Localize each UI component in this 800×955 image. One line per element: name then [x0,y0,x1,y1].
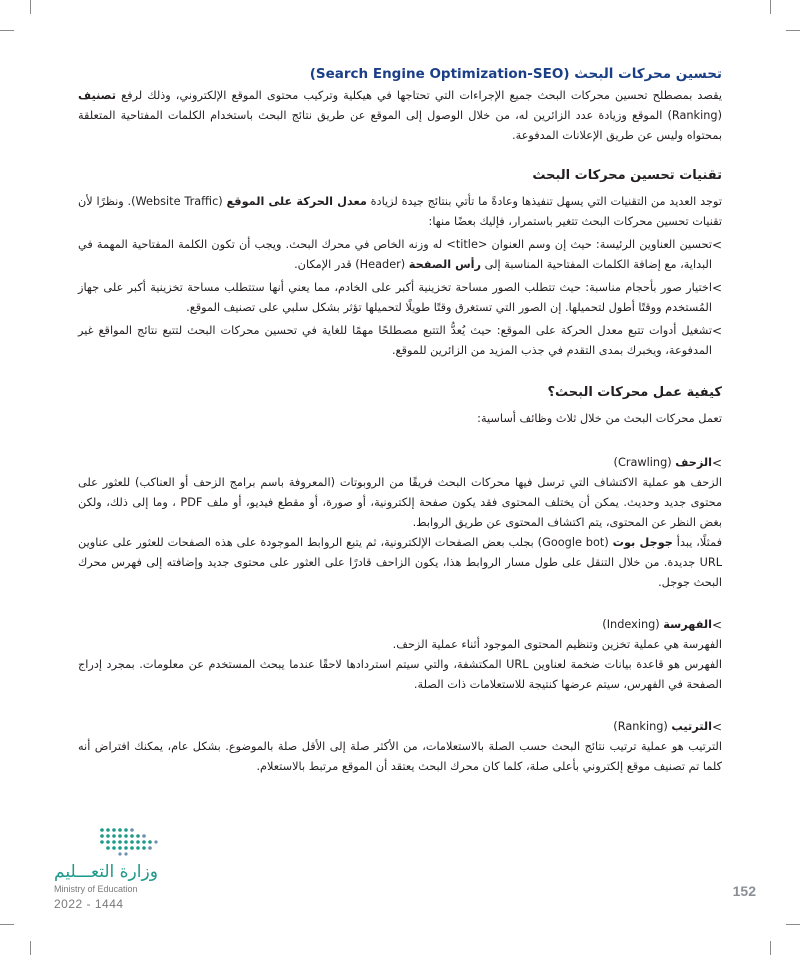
ranking-paragraph: الترتيب هو عملية ترتيب نتائج البحث حسب الصلة بالاستعلامات، من الأكثر صلة إلى الأقل صلة بالموضوع. بشكل عام، يمكنك افتراض أنه كلما تم تصنيف موقع إلكتروني بأعلى صلة، كلما كان محرك البحث يعتقد أن الموقع مرتبط بالاستعلام. [78,740,722,773]
logo-english-text: Ministry of Education [54,884,138,894]
bullet-marker: > [711,618,722,632]
logo-arabic-text: وزارة التعـــليم [54,862,158,882]
logo-dots-icon [98,826,158,856]
intro-paragraph: يقصد بمصطلح تحسين محركات البحث جميع الإجراءات التي تحتاجها في هيكلية وتركيب محتوى الموقع الإلكتروني، وذلك لرفع تصنيف (Ranking) الموقع وزيادة عدد الزائرين له، من خلال الوصول إلى الموقع عن طريق نتائج البحث باستخدام الكلمات المفتاحية المتعلقة بمحتواه وليس عن طريق الإعلانات المدفوعة. [78,89,722,142]
page-content [78,64,722,777]
indexing-heading: > الفهرسة (Indexing) [78,615,722,635]
crop-mark [786,924,800,925]
page-title: تحسين محركات البحث (Search Engine Optimization-SEO) [309,66,722,82]
techniques-heading: تقنيات تحسين محركات البحث [532,168,722,183]
logo-year: 2022 - 1444 [54,897,124,911]
techniques-paragraph: توجد العديد من التقنيات التي يسهل تنفيذها وعادةً ما تأتي بنتائج جيدة لزيادة معدل الحركة على الموقع (Website Traffic). ونظرًا لأن تقنيات تحسين محركات البحث تتغير باستمرار، فإليك بعضًا منها: [78,195,722,228]
bullet-item: > تشغيل أدوات تتبع معدل الحركة على الموقع: حيث يُعدُّ التتبع مصطلحًا مهمًا للغاية في تحسين محركات البحث لتتبع نتائج المواقع غير المدفوعة، ويخبرك بمدى التقدم في جذب المزيد من الزائرين للموقع. [78,321,722,361]
bullet-marker: > [711,324,722,338]
bullet-item: > اختيار صور بأحجام مناسبة: حيث تتطلب الصور مساحة تخزينية أكبر على الخادم، مما يعني أنها ستتطلب مساحة تخزينية أكبر على جهاز المُستخدم ووقتًا أطول لتحميلها. إن الصور التي تستغرق وقتًا طويلًا لتحميلها تؤثر بشكل سلبي على تصنيف الموقع. [78,278,722,318]
bullet-marker: > [711,238,722,252]
bullet-item: > تحسين العناوين الرئيسة: حيث إن وسم العنوان <title> له وزنه الخاص في محرك البحث. ويجب أن تكون الكلمة المفتاحية المهمة في البداية، مع إضافة الكلمات المفتاحية المناسبة إلى رأس الصفحة (Header) قدر الإمكان. [78,235,722,275]
how-paragraph: تعمل محركات البحث من خلال ثلاث وظائف أساسية: [477,412,722,425]
how-heading: كيفية عمل محركات البحث؟ [547,385,722,400]
ranking-heading: > الترتيب (Ranking) [78,717,722,737]
crawling-heading: > الزحف (Crawling) [78,453,722,473]
crop-mark [30,0,31,14]
bullet-marker: > [711,281,722,295]
crop-mark [0,924,14,925]
indexing-paragraph: الفهرسة هي عملية تخزين وتنظيم المحتوى الموجود أثناء عملية الزحف. [392,638,722,651]
bullet-marker: > [711,456,722,470]
crawling-example-paragraph: فمثلًا، يبدأ جوجل بوت (Google bot) بجلب بعض الصفحات الإلكترونية، ثم يتبع الروابط الموجودة على هذه الصفحات للعثور على عناوين URL جديدة. من خلال التنقل على طول مسار الروابط هذا، يكون الزاحف قادرًا على العثور على محتوى جديد وإضافته إلى فهرس محرك البحث جوجل. [78,536,723,589]
crop-mark [0,30,14,31]
crawling-paragraph: الزحف هو عملية الاكتشاف التي ترسل فيها محركات البحث فريقًا من الروبوتات (المعروفة باسم برامج الزحف أو العناكب) للعثور على محتوى جديد وحديث. يمكن أن يختلف المحتوى فقد يكون صفحة إلكترونية، أو صورة، أو مقطع فيديو، أو ملف PDF ، وما إلى ذلك، ولكن بغض النظر عن المحتوى، يتم اكتشاف المحتوى عن طريق الروابط. [78,476,723,529]
crop-mark [770,0,771,14]
indexing-index-paragraph: الفهرس هو قاعدة بيانات ضخمة لعناوين URL المكتشفة، والتي سيتم استردادها لاحقًا عندما يبحث المستخدم عن معلومات. بمجرد إدراج الصفحة في الفهرس، سيتم عرضها كنتيجة للاستعلامات ذات الصلة. [78,658,722,691]
page-number: 152 [732,883,756,899]
crop-mark [30,941,31,955]
bullet-marker: > [711,720,722,734]
crop-mark [770,941,771,955]
crop-mark [786,30,800,31]
